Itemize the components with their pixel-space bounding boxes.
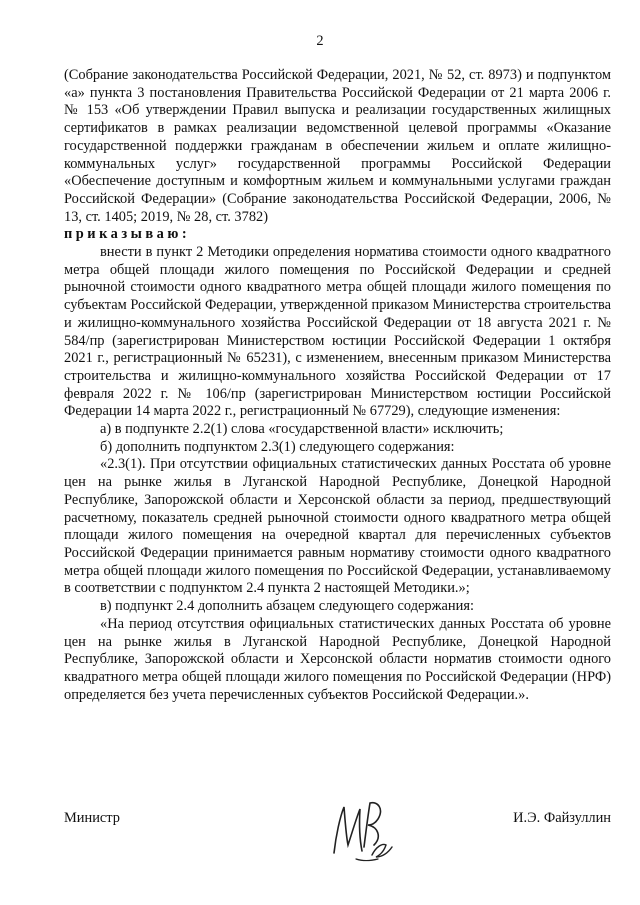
signature-block (64, 795, 611, 865)
paragraph-item-v-text: «На период отсутствия официальных статистических данных Росстата об уровне цен на рынке жилья в Луганской Народной Республике, Донецкой Народной Республике, Запорожской области и Херсонской области норматив стоимости одного квадратного метра общей площади жилого помещения по Российской Федерации (НРФ) определяется без учета перечисленных субъектов Российской Федерации.». (64, 615, 611, 703)
page-number: 2 (316, 33, 324, 49)
paragraph-item-a: а) в подпункте 2.2(1) слова «государственной власти» исключить; (100, 421, 504, 438)
paragraph-item-b: б) дополнить подпунктом 2.3(1) следующего содержания: (100, 438, 455, 455)
paragraph-item-v: в) подпункт 2.4 дополнить абзацем следующего содержания: (100, 598, 474, 615)
order-verb: приказываю: (64, 226, 191, 243)
document-body (64, 67, 611, 704)
signer-title: Министр (64, 810, 120, 826)
paragraph-item-b-text: «2.3(1). При отсутствии официальных статистических данных Росстата об уровне цен на рынке жилья в Луганской Народной Республике, Донецкой Народной Республике, Запорожской области и Херсонской области за период, предшествующий расчетному, показатель средней рыночной стоимости одного квадратного метра общей площади жилого помещения на очередной квартал для перечисленных субъектов Российской Федерации принимается равным нормативу стоимости одного квадратного метра общей площади жилого помещения по Российской Федерации, устанавливаемому в соответствии с подпунктом 2.4 пункта 2 настоящей Методики.»; (64, 456, 611, 597)
paragraph-amendment-intro: внести в пункт 2 Методики определения норматива стоимости одного квадратного метра общей площади жилого помещения по Российской Федерации и средней рыночной стоимости одного квадратного метра общей площади жилого помещения по субъектам Российской Федерации, утвержденной приказом Министерства строительства и жилищно-коммунального хозяйства Российской Федерации от 18 августа 2021 г. № 584/пр (зарегистрирован Министерством юстиции Российской Федерации 1 октября 2021 г., регистрационный № 65231), с изменением, внесенным приказом Министерства строительства и жилищно-коммунального хозяйства Российской Федерации от 17 февраля 2022 г. № 106/пр (зарегистрирован Министерством юстиции Российской Федерации 14 марта 2022 г., регистрационный № 67729), следующие изменения: (64, 244, 611, 420)
signer-name: И.Э. Файзуллин (513, 810, 611, 826)
handwritten-signature (326, 795, 406, 865)
paragraph-legal-basis: (Собрание законодательства Российской Федерации, 2021, № 52, ст. 8973) и подпунктом «а» пункта 3 постановления Правительства Российской Федерации от 21 марта 2006 г. № 153 «Об утверждении Правил выпуска и реализации государственных жилищных сертификатов в рамках реализации ведомственной целевой программы «Оказание государственной поддержки гражданам в обеспечении жильем и оплате жилищно-коммунальных услуг» государственной программы Российской Федерации «Обеспечение доступным и комфортным жильем и коммунальными услугами граждан Российской Федерации» (Собрание законодательства Российской Федерации, 2006, № 13, ст. 1405; 2019, № 28, ст. 3782) (64, 67, 611, 225)
